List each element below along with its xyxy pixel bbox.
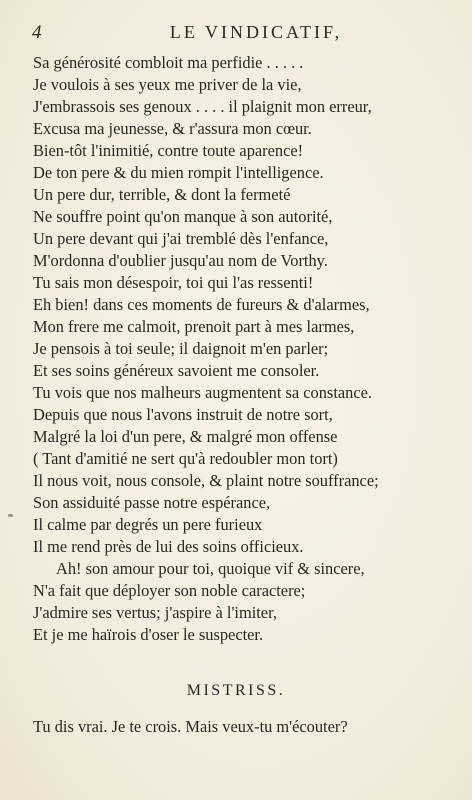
verse-line: Je pensois à toi seule; il daignoit m'en parler; (33, 339, 329, 358)
page-header (30, 22, 442, 48)
verse-line: Un pere dur, terrible, & dont la fermeté (33, 185, 291, 204)
verse-line: Tu sais mon désespoir, toi qui l'as ressenti! (33, 273, 314, 292)
verse-line: Et ses soins généreux savoient me consoler. (33, 361, 320, 380)
verse-line: Il calme par degrés un pere furieux (33, 515, 263, 534)
verse-line: Sa générosité combloit ma perfidie . . . . . (33, 53, 304, 72)
verse-line: Malgré la loi d'un pere, & malgré mon offense (33, 427, 338, 446)
verse-line: Depuis que nous l'avons instruit de notre sort, (33, 405, 333, 424)
verse-line: M'ordonna d'oublier jusqu'au nom de Vorthy. (33, 251, 328, 270)
verse-line: Eh bien! dans ces moments de fureurs & d'alarmes, (33, 295, 370, 314)
verse-line: J'admire ses vertus; j'aspire à l'imiter, (33, 603, 277, 622)
verse-line: J'embrassois ses genoux . . . . il plaignit mon erreur, (33, 97, 372, 116)
verse-line: Je voulois à ses yeux me priver de la vie, (33, 75, 302, 94)
verse-line: Il nous voit, nous console, & plaint notre souffrance; (33, 471, 379, 490)
ink-blot (8, 514, 13, 517)
reply-line: Tu dis vrai. Je te crois. Mais veux-tu m'écouter? (33, 717, 348, 736)
verse-line: Excusa ma jeunesse, & r'assura mon cœur. (33, 119, 312, 138)
verse-line: Et je me haïrois d'oser le suspecter. (33, 625, 264, 644)
verse-line: Tu vois que nos malheurs augmentent sa constance. (33, 383, 372, 402)
verse-line: ( Tant d'amitié ne sert qu'à redoubler mon tort) (33, 449, 338, 468)
running-title: LE VINDICATIF, (169, 22, 343, 42)
verse-line: Son assiduité passe notre espérance, (33, 493, 271, 512)
speaker-name: MISTRISS. (186, 682, 286, 699)
verse-line: Il me rend près de lui des soins officieux. (33, 537, 304, 556)
verse-line: De ton pere & du mien rompit l'intelligence. (33, 163, 324, 182)
page-number: 4 (32, 22, 42, 43)
verse-line: N'a fait que déployer son noble caractere; (33, 581, 306, 600)
verse-line: Bien-tôt l'inimitié, contre toute aparence! (33, 141, 304, 160)
verse-line: Un pere devant qui j'ai tremblé dès l'enfance, (33, 229, 329, 248)
verse-line: Mon frere me calmoit, prenoit part à mes larmes, (33, 317, 355, 336)
verse-line: Ah! son amour pour toi, quoique vif & sincere, (56, 559, 365, 578)
verse-line: Ne souffre point qu'on manque à son autorité, (33, 207, 333, 226)
